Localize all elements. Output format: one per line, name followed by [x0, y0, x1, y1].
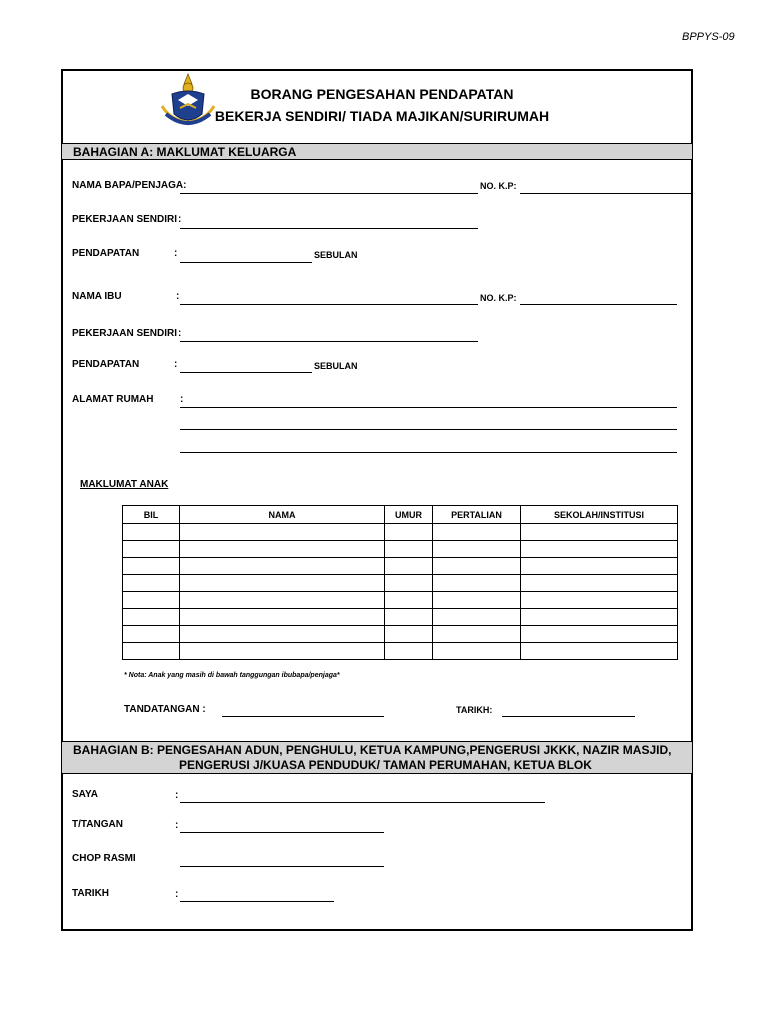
tarikh-label: TARIKH: [72, 888, 110, 899]
table-cell[interactable]: [433, 609, 521, 626]
mother-ic-label: NO. K.P:: [480, 293, 517, 303]
section-b-heading-line1: BAHAGIAN B: PENGESAHAN ADUN, PENGHULU, KETUA KAMPUNG,PENGERUSI JKKK, NAZIR MASJID,: [73, 743, 672, 757]
mother-name-field[interactable]: [180, 304, 478, 305]
chop-field[interactable]: [180, 866, 384, 867]
column-header-sekolah: SEKOLAH/INSTITUSI: [521, 506, 678, 524]
table-cell[interactable]: [385, 541, 433, 558]
table-row[interactable]: [123, 558, 678, 575]
table-cell[interactable]: [521, 626, 678, 643]
table-cell[interactable]: [180, 575, 385, 592]
table-cell[interactable]: [385, 609, 433, 626]
table-cell[interactable]: [123, 609, 180, 626]
children-table: [122, 505, 678, 660]
table-cell[interactable]: [433, 626, 521, 643]
father-job-label: PEKERJAAN SENDIRI: [72, 214, 178, 225]
table-cell[interactable]: [123, 643, 180, 660]
mother-income-field[interactable]: [180, 372, 312, 373]
signature-field[interactable]: [222, 716, 384, 717]
date-field[interactable]: [502, 716, 635, 717]
table-cell[interactable]: [385, 575, 433, 592]
table-cell[interactable]: [123, 524, 180, 541]
table-row[interactable]: [123, 575, 678, 592]
father-income-field[interactable]: [180, 262, 312, 263]
date-label: TARIKH:: [456, 705, 493, 715]
table-cell[interactable]: [433, 541, 521, 558]
crest-logo: [158, 70, 218, 132]
table-cell[interactable]: [521, 524, 678, 541]
mother-job-label: PEKERJAAN SENDIRI: [72, 328, 178, 339]
mother-name-label: NAMA IBU: [72, 291, 122, 302]
table-cell[interactable]: [521, 643, 678, 660]
colon: :: [175, 889, 179, 900]
colon: :: [178, 214, 182, 225]
table-cell[interactable]: [180, 609, 385, 626]
table-cell[interactable]: [123, 541, 180, 558]
mother-monthly-label: SEBULAN: [314, 361, 358, 371]
document-reference: BPPYS-09: [682, 31, 735, 43]
table-cell[interactable]: [433, 558, 521, 575]
tarikh-field[interactable]: [180, 901, 334, 902]
father-monthly-label: SEBULAN: [314, 250, 358, 260]
father-name-label: NAMA BAPA/PENJAGA:: [72, 180, 187, 191]
address-line-1[interactable]: [180, 407, 677, 408]
table-cell[interactable]: [433, 575, 521, 592]
colon: :: [175, 790, 179, 801]
form-title-line1: BORANG PENGESAHAN PENDAPATAN: [250, 86, 514, 102]
mother-ic-field[interactable]: [520, 304, 677, 305]
table-cell[interactable]: [123, 575, 180, 592]
father-name-field[interactable]: [180, 193, 478, 194]
table-cell[interactable]: [521, 558, 678, 575]
table-cell[interactable]: [123, 626, 180, 643]
father-ic-field[interactable]: [520, 193, 692, 194]
column-header-umur: UMUR: [385, 506, 433, 524]
table-cell[interactable]: [433, 592, 521, 609]
mother-income-label: PENDAPATAN: [72, 359, 140, 370]
table-row[interactable]: [123, 609, 678, 626]
column-header-bil: BIL: [123, 506, 180, 524]
table-cell[interactable]: [180, 541, 385, 558]
table-cell[interactable]: [521, 592, 678, 609]
table-cell[interactable]: [180, 558, 385, 575]
signature-label: TANDATANGAN :: [124, 704, 206, 715]
column-header-pertalian: PERTALIAN: [433, 506, 521, 524]
father-income-label: PENDAPATAN: [72, 248, 140, 259]
father-job-field[interactable]: [180, 228, 478, 229]
table-cell[interactable]: [385, 524, 433, 541]
table-cell[interactable]: [433, 643, 521, 660]
ttangan-label: T/TANGAN: [72, 819, 123, 830]
table-cell[interactable]: [385, 558, 433, 575]
ttangan-field[interactable]: [180, 832, 384, 833]
section-b-heading: [62, 741, 692, 774]
saya-field[interactable]: [180, 802, 545, 803]
table-cell[interactable]: [385, 592, 433, 609]
table-cell[interactable]: [180, 626, 385, 643]
column-header-nama: NAMA: [180, 506, 385, 524]
chop-label: CHOP RASMI: [72, 853, 136, 864]
table-cell[interactable]: [123, 592, 180, 609]
colon: :: [180, 394, 184, 405]
address-line-2[interactable]: [180, 429, 677, 430]
table-row[interactable]: [123, 541, 678, 558]
table-cell[interactable]: [385, 643, 433, 660]
saya-label: SAYA: [72, 789, 98, 800]
father-ic-label: NO. K.P:: [480, 181, 517, 191]
colon: :: [176, 291, 180, 302]
table-row[interactable]: [123, 626, 678, 643]
address-line-3[interactable]: [180, 452, 677, 453]
form-title-line2: BEKERJA SENDIRI/ TIADA MAJIKAN/SURIRUMAH: [214, 108, 550, 124]
mother-job-field[interactable]: [180, 341, 478, 342]
table-cell[interactable]: [385, 626, 433, 643]
table-cell[interactable]: [180, 524, 385, 541]
table-row[interactable]: [123, 524, 678, 541]
table-header-row: [123, 506, 678, 524]
table-cell[interactable]: [521, 575, 678, 592]
table-cell[interactable]: [123, 558, 180, 575]
colon: :: [175, 820, 179, 831]
children-note: * Nota: Anak yang masih di bawah tanggungan ibubapa/penjaga*: [124, 672, 340, 679]
children-heading: MAKLUMAT ANAK: [80, 479, 169, 490]
table-cell[interactable]: [433, 524, 521, 541]
section-b-heading-line2: PENGERUSI J/KUASA PENDUDUK/ TAMAN PERUMAHAN, KETUA BLOK: [179, 758, 592, 772]
colon: :: [178, 328, 182, 339]
table-cell[interactable]: [180, 592, 385, 609]
table-cell[interactable]: [521, 609, 678, 626]
table-cell[interactable]: [521, 541, 678, 558]
table-row[interactable]: [123, 592, 678, 609]
colon: :: [174, 359, 178, 370]
section-a-heading: BAHAGIAN A: MAKLUMAT KELUARGA: [62, 143, 692, 160]
table-row[interactable]: [123, 643, 678, 660]
address-label: ALAMAT RUMAH: [72, 394, 154, 405]
table-cell[interactable]: [180, 643, 385, 660]
colon: :: [174, 248, 178, 259]
